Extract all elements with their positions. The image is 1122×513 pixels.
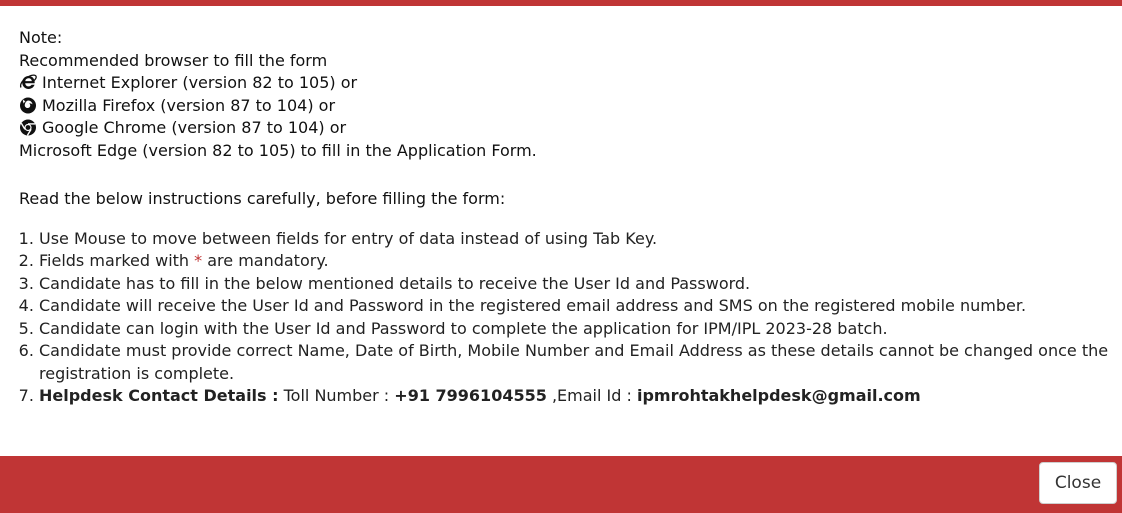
helpdesk-label: Helpdesk Contact Details :: [39, 386, 279, 405]
list-item: 1. Use Mouse to move between fields for entry of data instead of using Tab Key.: [39, 228, 1109, 251]
browser-item-chrome: [19, 117, 1109, 140]
list-item-text: are mandatory.: [202, 251, 329, 270]
list-item: 5. Candidate can login with the User Id and Password to complete the application for IPM/IPL 2023-28 batch.: [39, 318, 1109, 341]
firefox-icon: [19, 96, 37, 114]
toll-number-label: Toll Number :: [278, 386, 395, 405]
close-button[interactable]: Close: [1039, 462, 1117, 504]
chrome-icon: [19, 118, 37, 136]
modal-body: [19, 27, 1109, 408]
internet-explorer-icon: [19, 73, 37, 91]
list-item: 3. Candidate has to fill in the below mentioned details to receive the User Id and Password.: [39, 273, 1109, 296]
instructions-title: Read the below instructions carefully, before filling the form:: [19, 189, 506, 208]
required-asterisk: *: [194, 251, 203, 270]
toll-number: +91 7996104555: [394, 386, 547, 405]
modal-top-border: [0, 0, 1122, 6]
browser-item-label: Internet Explorer (version 82 to 105) or: [42, 73, 358, 92]
email-label: ,Email Id :: [546, 386, 637, 405]
browser-item-label: Mozilla Firefox (version 87 to 104) or: [42, 95, 336, 115]
instructions-list: [19, 228, 1109, 408]
list-item: 4. Candidate will receive the User Id and Password in the registered email address and SMS on the registered mobile number.: [39, 295, 1109, 318]
edge-browser-text: Microsoft Edge (version 82 to 105) to fill in the Application Form.: [19, 140, 537, 160]
list-item: [39, 250, 1109, 273]
browser-item-internet-explorer: [19, 72, 1109, 95]
helpdesk-email: ipmrohtakhelpdesk@gmail.com: [636, 386, 921, 405]
recommended-browser-text: Recommended browser to fill the form: [19, 50, 328, 70]
list-item: 6. Candidate must provide correct Name, Date of Birth, Mobile Number and Email Address as these details cannot be changed once the registration is complete.: [39, 340, 1109, 385]
browser-item-label: Google Chrome (version 87 to 104) or: [42, 118, 347, 137]
browser-item-firefox: [19, 95, 1109, 118]
helpdesk-contact-item: [39, 385, 1109, 408]
browser-note: [19, 27, 1109, 162]
modal-footer: [0, 456, 1122, 513]
note-heading: Note:: [19, 28, 63, 47]
list-item-text: Fields marked with: [39, 251, 195, 270]
